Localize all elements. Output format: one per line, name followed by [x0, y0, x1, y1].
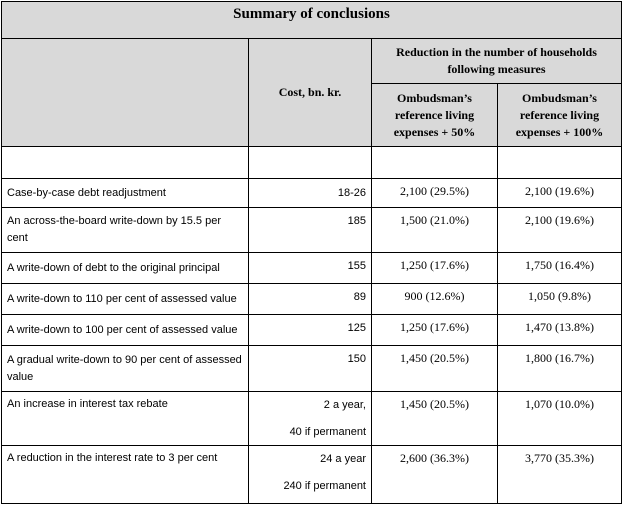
table-row: [2, 284, 622, 315]
measure-label: An increase in interest tax rebate: [2, 392, 249, 446]
value-50: 1,450 (20.5%): [372, 392, 498, 446]
cost-value-permanent: 40 if permanent: [289, 426, 366, 438]
value-50: 1,250 (17.6%): [372, 315, 498, 346]
cost-header: Cost, bn. kr.: [249, 39, 372, 147]
cost-value: 2 a year,: [323, 399, 366, 411]
measure-label: A write-down to 110 per cent of assessed value: [2, 284, 249, 315]
spacer-cell: [249, 147, 372, 179]
cost-value: 125: [249, 315, 372, 346]
measure-header-blank: [2, 39, 249, 147]
cost-value-cell: [249, 392, 372, 446]
measure-label: Case-by-case debt readjustment: [2, 179, 249, 208]
cost-value: 89: [249, 284, 372, 315]
reduction-header: Reduction in the number of households following measures: [372, 39, 622, 84]
table-row: [2, 392, 622, 446]
value-100: 1,800 (16.7%): [498, 346, 622, 392]
measure-label: A write-down of debt to the original principal: [2, 253, 249, 284]
value-50: 1,250 (17.6%): [372, 253, 498, 284]
cost-value-cell: [249, 446, 372, 504]
value-100: 1,070 (10.0%): [498, 392, 622, 446]
table-row: [2, 179, 622, 208]
value-100: 1,750 (16.4%): [498, 253, 622, 284]
value-100: 1,470 (13.8%): [498, 315, 622, 346]
value-50: 2,100 (29.5%): [372, 179, 498, 208]
measure-label: A reduction in the interest rate to 3 per cent: [2, 446, 249, 504]
spacer-cell: [372, 147, 498, 179]
table-row: [2, 208, 622, 253]
value-50: 2,600 (36.3%): [372, 446, 498, 504]
value-50: 1,450 (20.5%): [372, 346, 498, 392]
col-100-header: Ombudsman’s reference living expenses + 100%: [498, 84, 622, 147]
value-100: 2,100 (19.6%): [498, 208, 622, 253]
table-row: [2, 446, 622, 504]
value-100: 2,100 (19.6%): [498, 179, 622, 208]
summary-table: [1, 1, 622, 504]
cost-value: 155: [249, 253, 372, 284]
cost-value-permanent: 240 if permanent: [283, 480, 366, 492]
cost-value: 150: [249, 346, 372, 392]
table-row: [2, 346, 622, 392]
table-row: [2, 253, 622, 284]
spacer-cell: [498, 147, 622, 179]
value-50: 1,500 (21.0%): [372, 208, 498, 253]
measure-label: A write-down to 100 per cent of assessed value: [2, 315, 249, 346]
cost-value: 18-26: [249, 179, 372, 208]
measure-label: A gradual write-down to 90 per cent of assessed value: [2, 346, 249, 392]
table-row: [2, 315, 622, 346]
spacer-cell: [2, 147, 249, 179]
cost-value: 24 a year: [320, 453, 366, 465]
table-title: Summary of conclusions: [2, 2, 622, 39]
cost-value: 185: [249, 208, 372, 253]
value-100: 3,770 (35.3%): [498, 446, 622, 504]
measure-label: An across-the-board write-down by 15.5 per cent: [2, 208, 249, 253]
value-100: 1,050 (9.8%): [498, 284, 622, 315]
value-50: 900 (12.6%): [372, 284, 498, 315]
col-50-header: Ombudsman’s reference living expenses + 50%: [372, 84, 498, 147]
